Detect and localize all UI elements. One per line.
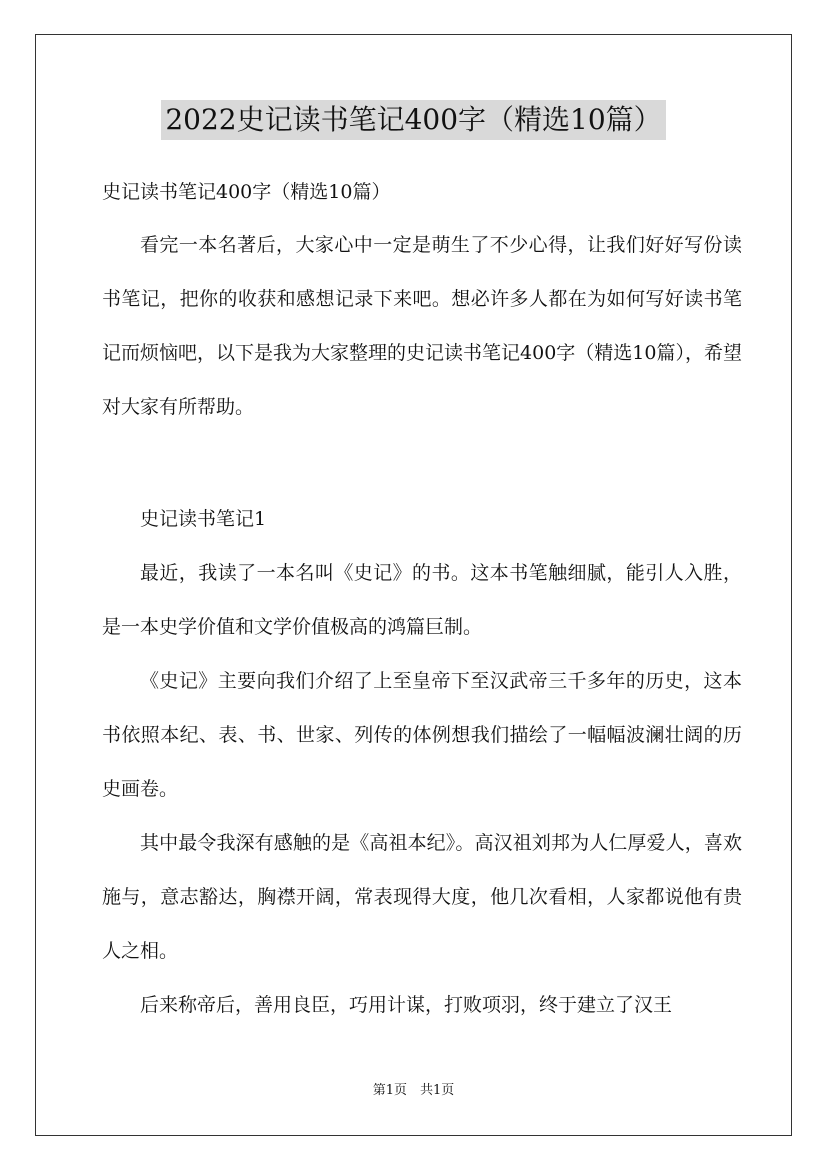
body-paragraph-1: 最近，我读了一本名叫《史记》的书。这本书笔触细腻，能引人入胜，是一本史学价值和文学价值极高的鸿篇巨制。 [102, 562, 742, 638]
body-paragraph-2: 《史记》主要向我们介绍了上至皇帝下至汉武帝三千多年的历史，这本书依照本纪、表、书、世家、列传的体例想我们描绘了一幅幅波澜壮阔的历史画卷。 [102, 670, 742, 800]
page-number-footer: 第1页 共1页 [372, 1083, 455, 1098]
intro-paragraph: 看完一本名著后，大家心中一定是萌生了不少心得，让我们好好写份读书笔记，把你的收获和感想记录下来吧。想必许多人都在为如何写好读书笔记而烦恼吧，以下是我为大家整理的史记读书笔记400字（精选10篇），希望对大家有所帮助。 [102, 234, 742, 418]
document-subtitle: 史记读书笔记400字（精选10篇） [102, 181, 391, 203]
section-heading: 史记读书笔记1 [140, 508, 267, 530]
section-block [102, 492, 742, 1032]
document-title: 2022史记读书笔记400字（精选10篇） [161, 100, 665, 140]
title-container [0, 100, 827, 140]
intro-block [102, 218, 742, 434]
body-paragraph-4: 后来称帝后，善用良臣，巧用计谋，打败项羽，终于建立了汉王 [140, 994, 673, 1016]
body-paragraph-3: 其中最令我深有感触的是《高祖本纪》。高汉祖刘邦为人仁厚爱人，喜欢施与，意志豁达，胸襟开阔，常表现得大度，他几次看相，人家都说他有贵人之相。 [102, 832, 742, 962]
